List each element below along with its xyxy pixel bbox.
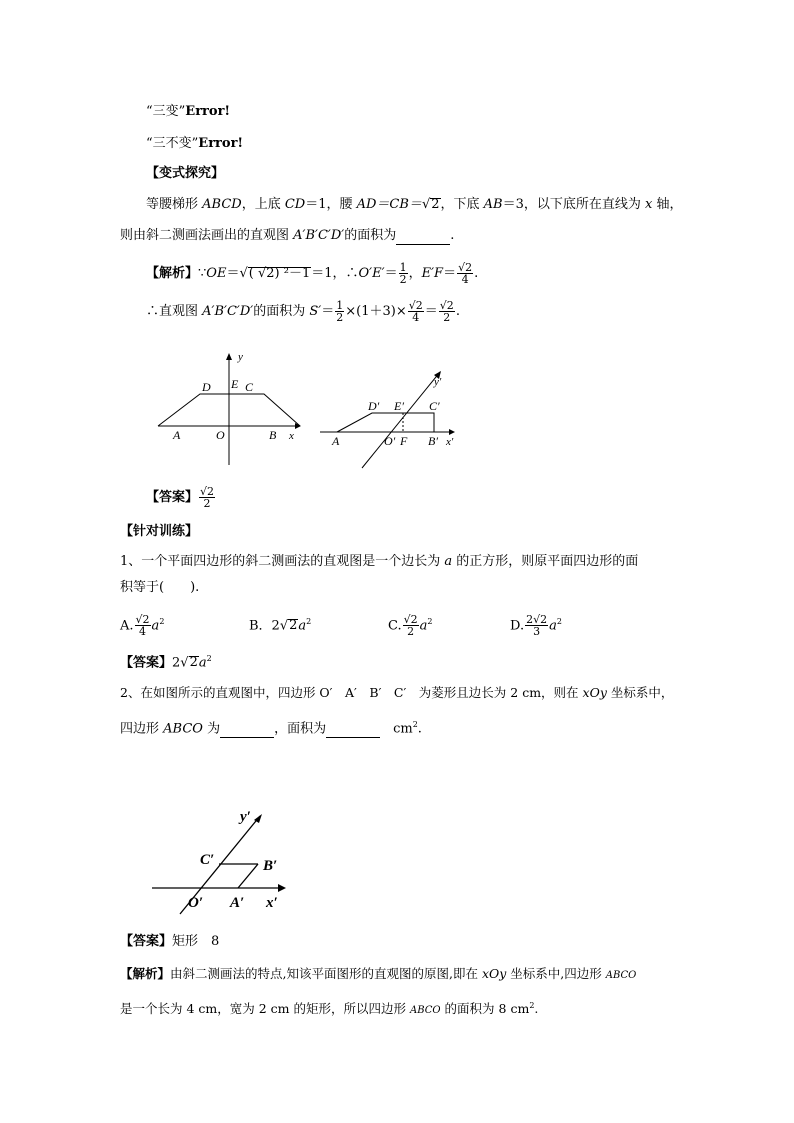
fraction-root2-over-2: [439, 300, 455, 323]
frac-den: 2: [336, 311, 344, 324]
solution-tag: 【解析】: [146, 266, 199, 281]
label-Ep: E′: [394, 399, 404, 413]
label-F: F: [400, 434, 408, 448]
exponent: 2: [159, 617, 165, 626]
problem-text: 的面积为: [344, 228, 397, 243]
training-title: 【针对训练】: [120, 524, 199, 539]
problem-line-1: 等腰梯形 ABCD，上底 CD＝1，腰 AD＝CB＝√2，下底 AB＝3，以下底所在直线为 x 轴，: [146, 197, 683, 212]
frac-num: √2: [458, 261, 473, 274]
label-Op: O′: [188, 895, 204, 911]
frac-den: 4: [139, 625, 147, 639]
sqrt-expression: ( √2) ²－1: [248, 266, 311, 281]
q2-xoy: xOy: [582, 685, 607, 700]
frac-den: 4: [461, 273, 469, 286]
frac-num: √2: [403, 613, 418, 627]
option-c[interactable]: [388, 607, 433, 641]
ef-label: E′F: [421, 266, 444, 281]
var-a: a: [151, 618, 160, 634]
q2-line-2: [120, 717, 422, 738]
because-symbol: ∵: [198, 266, 207, 281]
problem-line-2: [120, 228, 454, 245]
area-s: S′: [309, 304, 322, 319]
area-text: 的面积为: [253, 304, 310, 319]
option-label: D.: [510, 618, 525, 634]
problem-text: 等腰梯形: [146, 197, 203, 212]
var-a: a: [549, 618, 557, 634]
solution2-xoy: xOy: [481, 966, 507, 981]
solution2-line-1: [120, 966, 636, 984]
unit: cm: [380, 721, 413, 737]
frac-den: 3: [533, 625, 541, 639]
label-E: E: [231, 377, 239, 391]
option-a-fraction: [135, 614, 151, 637]
option-b-root: 2: [289, 618, 298, 634]
frac-den: 4: [412, 311, 420, 324]
answer-1: [146, 483, 216, 513]
three-change-line: [146, 104, 230, 120]
q2-text: 坐标系中，: [606, 685, 674, 700]
exponent: 2: [556, 617, 562, 626]
answer-2: 【答案】$2√2a^2$: [120, 654, 212, 671]
frac-num: √2: [200, 485, 215, 498]
equals: ＝: [443, 266, 457, 281]
solution2-text: 由斜二测画法的特点,知该平面图形的直观图的原图,即在: [170, 966, 482, 981]
solution2-text: 坐标系中,四边形: [506, 966, 606, 981]
frac-den: 2: [407, 625, 415, 639]
period: .: [474, 266, 479, 281]
label-A: A: [173, 428, 181, 442]
area-line: [146, 297, 460, 327]
q1-a: a: [444, 554, 453, 569]
problem-root: 2: [431, 197, 440, 212]
equals: ＝: [384, 266, 398, 281]
problem-text: ＝1，腰: [305, 197, 357, 212]
shape-blank: [220, 721, 274, 738]
solution2-abco: ABCO: [605, 970, 637, 981]
answer-tag: 【答案】: [120, 655, 173, 671]
exponent: 2: [306, 617, 312, 626]
problem-period: .: [450, 228, 455, 243]
frac-num: 2√2: [526, 613, 548, 627]
answer-3: [120, 934, 219, 950]
solution-text: ＝1，∴: [311, 266, 359, 281]
option-d-fraction: [525, 614, 548, 637]
label-xp: x′: [266, 895, 278, 911]
label-y: y: [238, 351, 243, 363]
label-D: D: [202, 380, 211, 394]
problem-text: 则由斜二测画法画出的直观图: [120, 228, 294, 243]
frac-num: 1: [336, 299, 344, 312]
comma: ，: [408, 266, 422, 281]
problem-text: ，上底: [241, 197, 285, 212]
label-A: A: [332, 434, 340, 448]
solution2-text: 的面积为 8 cm: [440, 1001, 530, 1017]
oe-label: OE: [206, 266, 227, 281]
period: .: [534, 1001, 539, 1017]
label-C: C: [245, 380, 254, 394]
three-nochange-error: Error!: [198, 136, 244, 151]
option-label: B．2: [249, 618, 280, 634]
right-x-arrow: [449, 429, 455, 435]
fraction-root2-over-4: [457, 262, 473, 285]
q2-text: 四边形: [120, 721, 164, 737]
label-Op: O′: [384, 434, 396, 448]
answer-blank: [396, 228, 450, 245]
solution-tag: 【解析】: [120, 966, 171, 981]
label-Bp: B′: [428, 434, 438, 448]
problem-ad-cb: AD＝CB＝: [356, 197, 422, 212]
problem-cd: CD: [284, 197, 306, 212]
answer-fraction: [199, 486, 215, 509]
q2-text: ，面积为: [274, 721, 327, 737]
frac-num: √2: [408, 299, 423, 312]
solution2-abco: ABCO: [409, 1005, 441, 1017]
frac-den: 2: [443, 311, 451, 324]
answer-tag: 【答案】: [146, 490, 199, 505]
oprime-e-label: O′E′: [358, 266, 385, 281]
fraction-half: [335, 300, 344, 323]
var-a: a: [298, 618, 307, 634]
answer-coef: 2: [172, 655, 181, 671]
frac-num: √2: [135, 613, 150, 627]
answer-root: 2: [189, 655, 198, 671]
label-yp: y′: [240, 809, 251, 825]
variation-title: 【变式探究】: [146, 166, 225, 181]
exponent: 2: [427, 617, 433, 626]
frac-num: 1: [399, 261, 407, 274]
label-Bp: B′: [263, 858, 278, 874]
exponent: 2: [412, 720, 418, 729]
right-trapezoid: [337, 413, 434, 432]
problem-x: x: [645, 197, 653, 212]
three-change-error: Error!: [185, 104, 231, 119]
label-Cp: C′: [429, 399, 440, 413]
label-Dp: D′: [368, 399, 380, 413]
option-c-fraction: [403, 614, 419, 637]
area-figure: A′B′C′D′: [202, 304, 254, 319]
var-a: a: [198, 655, 207, 671]
equals: ＝: [226, 266, 240, 281]
fraction-half: [399, 262, 408, 285]
problem-text: ，下底: [440, 197, 484, 212]
period: .: [417, 721, 422, 737]
problem-abcd: ABCD: [202, 197, 242, 212]
solution-line: 【解析】∵OE＝√( √2) ²－1＝1，∴O′E′＝ $\frac{1}{2}$ ，E′F＝ $\frac{√2}{4}$ .: [146, 261, 479, 286]
frac-den: 2: [399, 273, 407, 286]
answer-tag: 【答案】: [120, 934, 173, 949]
q2-line-1: [120, 685, 673, 701]
label-Ap: A′: [230, 895, 245, 911]
label-xp: x′: [446, 436, 454, 448]
q1-line-1: [120, 554, 638, 570]
left-y-arrow: [226, 353, 232, 360]
trapezoid-figure: [150, 340, 470, 470]
option-b[interactable]: B．$2√2a^2$: [249, 617, 312, 634]
equals: ＝: [321, 304, 335, 319]
problem-ab: AB: [483, 197, 503, 212]
label-yp: y′: [434, 376, 442, 388]
label-Cp: C′: [200, 852, 215, 868]
solution2-text: 是一个长为 4 cm，宽为 2 cm 的矩形，所以四边形: [120, 1001, 410, 1017]
three-change-label: “三变”: [146, 104, 186, 119]
area-text: ×(1＋3)×: [345, 304, 407, 319]
q1-text: 的正方形，则原平面四边形的面: [452, 554, 639, 569]
q2-text: 2、在如图所示的直观图中，四边形 O′ A′ B′ C′ 为菱形且边长为 2 cm，则在: [120, 685, 583, 700]
q1-line-2: 积等于( ).: [120, 580, 200, 595]
q2-abco: ABCO: [163, 721, 203, 737]
side-ba: [238, 864, 258, 888]
option-label: A.: [120, 618, 134, 634]
label-x: x: [289, 430, 294, 442]
frac-num: √2: [439, 299, 454, 312]
problem-abcd-prime: A′B′C′D′: [293, 228, 345, 243]
fraction-root2-over-4: [408, 300, 424, 323]
option-d[interactable]: [510, 607, 562, 641]
q2-text: 为: [202, 721, 221, 737]
problem-text: 轴，: [652, 197, 683, 212]
rhombus-figure: [148, 800, 298, 920]
label-B: B: [269, 428, 277, 442]
three-nochange-label: “三不变”: [146, 136, 199, 151]
answer-value: 矩形 8: [172, 934, 220, 949]
exponent: 2: [206, 654, 212, 663]
x-arrow: [278, 884, 286, 892]
label-O: O: [216, 428, 225, 442]
option-a[interactable]: [120, 607, 164, 641]
right-y-axis: [362, 372, 440, 468]
period: .: [455, 304, 460, 319]
solution2-line-2: [120, 998, 538, 1019]
area-text: ∴直观图: [146, 304, 203, 319]
frac-den: 2: [203, 497, 211, 510]
problem-text: ＝3，以下底所在直线为: [502, 197, 646, 212]
three-nochange-line: [146, 136, 243, 152]
q1-text: 1、一个平面四边形的斜二测画法的直观图是一个边长为: [120, 554, 445, 569]
equals: ＝: [424, 304, 438, 319]
var-a: a: [419, 618, 428, 634]
area-blank: [326, 721, 380, 738]
exponent: 2: [529, 1001, 535, 1010]
option-label: C.: [388, 618, 402, 634]
